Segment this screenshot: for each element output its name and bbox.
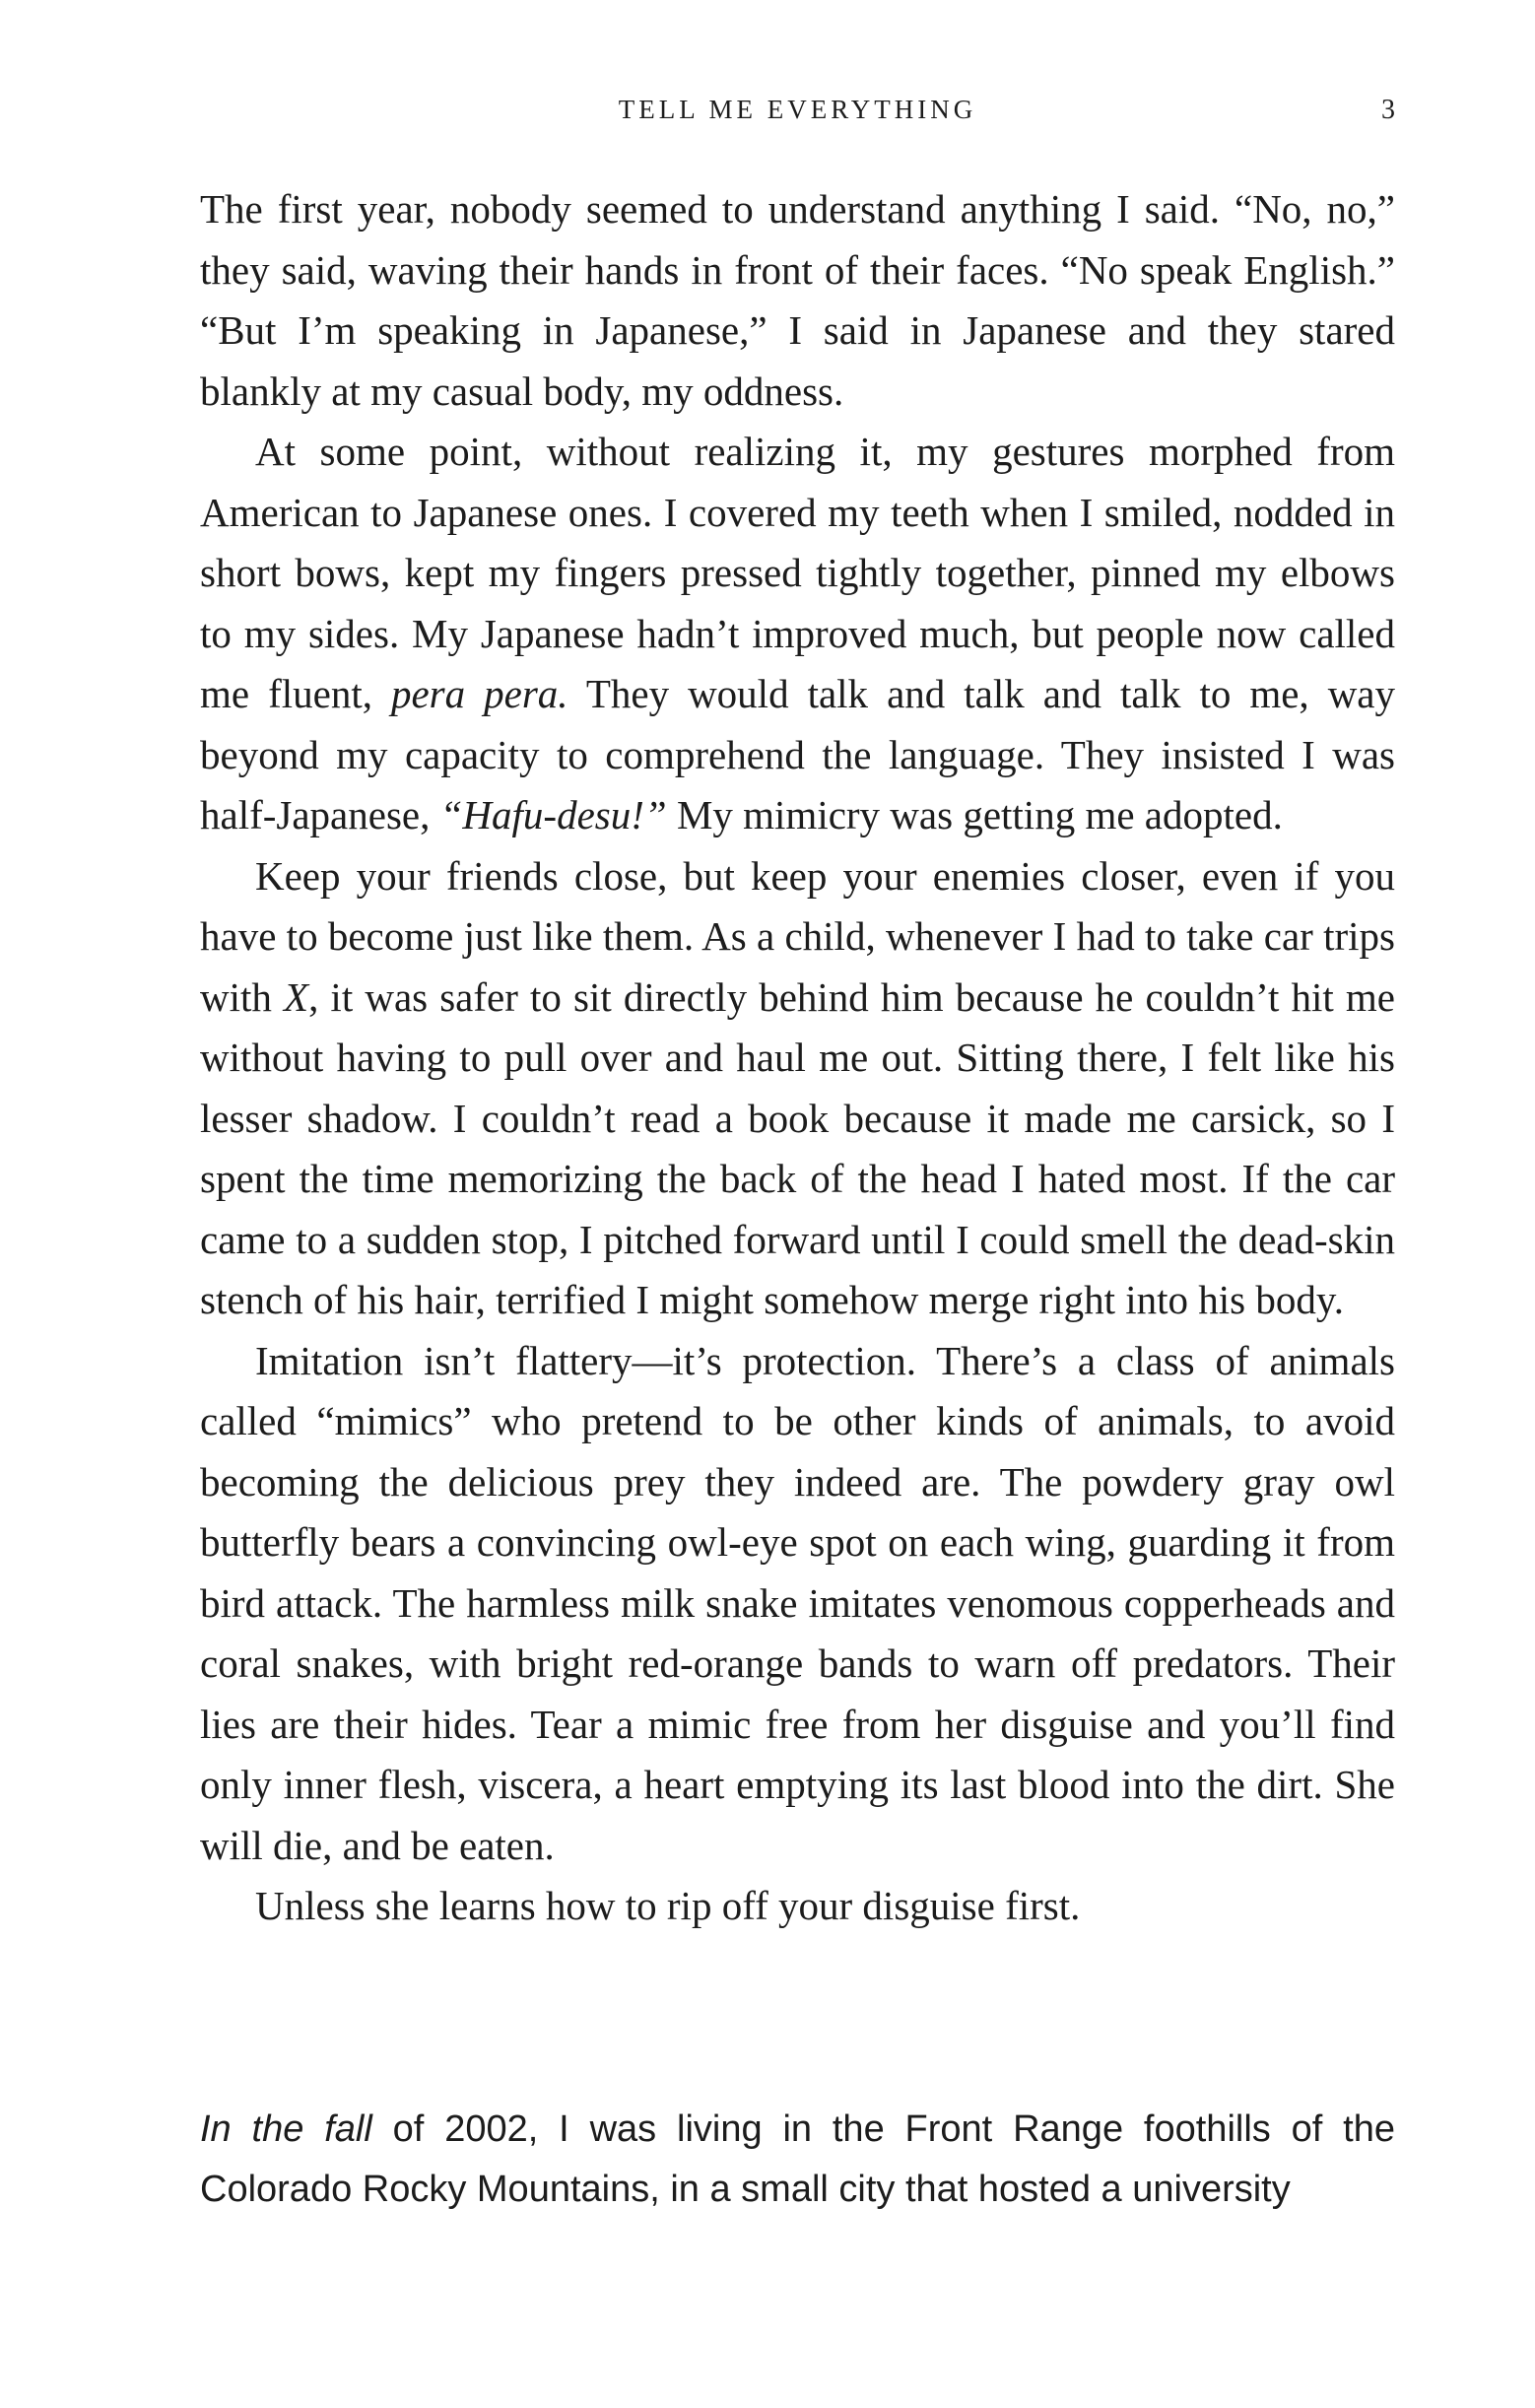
paragraph-3-text-a: Keep your friends close, but keep your enemies closer, even if you have to become just like them. As a child, whenever I had to take car trips with [200, 852, 1395, 1020]
running-head [200, 91, 1395, 130]
section-lead-in: In the fall [200, 2107, 372, 2150]
section-opening-text: of 2002, I was living in the Front Range foothills of the Colorado Rocky Mountains, in a small city that hosted a university [200, 2107, 1395, 2210]
page-number: 3 [1381, 95, 1395, 125]
body-text [200, 179, 1395, 2221]
section-break [200, 1937, 1395, 2100]
paragraph-2-text-a: At some point, without realizing it, my gestures morphed from American to Japanese ones. I covered my teeth when I smiled, nodded in short bows, kept my fingers pressed tightly together, pinned my elbows to my sides. My Japanese hadn’t improved much, but people now called me fluent, [200, 429, 1395, 716]
paragraph-5: Unless she learns how to rip off your disguise first. [255, 1883, 1081, 1928]
running-title: TELL ME EVERYTHING [618, 95, 977, 124]
paragraph-4: Imitation isn’t flattery—it’s protection. There’s a class of animals called “mimics” who pretend to be other kinds of animals, to avoid becoming the delicious prey they indeed are. The powdery gray owl butterfly bears a convincing owl-eye spot on each wing, guarding it from bird attack. The harmless milk snake imitates venomous copperheads and coral snakes, with bright red-orange bands to warn off predators. Their lies are their hides. Tear a mimic free from her disguise and you’ll find only inner flesh, viscera, a heart emptying its last blood into the dirt. She will die, and be eaten. [200, 1337, 1395, 1868]
paragraph-2-italic-pera: pera pera. [390, 671, 568, 716]
paragraph-2-text-c: My mimicry was getting me adopted. [666, 792, 1283, 837]
paragraph-3 [200, 846, 1395, 1331]
paragraph-3-text-b: , it was safer to sit directly behind him because he couldn’t hit me without having to pull over and haul me out. Sitting there, I felt like his lesser shadow. I couldn’t read a book because it made me carsick, so I spent the time memorizing the back of the head I hated most. If the car came to a sudden stop, I pitched forward until I could smell the dead-skin stench of his hair, terrified I might somehow merge right into his body. [200, 973, 1395, 1322]
paragraph-2-italic-hafu: “Hafu-desu!” [439, 792, 667, 837]
paragraph-1: The first year, nobody seemed to understand anything I said. “No, no,” they said, waving their hands in front of their faces. “No speak English.” “But I’m speaking in Japanese,” I said in Japanese and they stared blankly at my casual body, my oddness. [200, 186, 1395, 414]
section-opening-paragraph [200, 2100, 1395, 2221]
paragraph-2-text-b: They would talk and talk and talk to me, way beyond my capacity to comprehend the language. They insisted I was half-Japanese, [200, 671, 1395, 837]
paragraph-3-italic-x: X [284, 973, 309, 1020]
paragraph-2 [200, 422, 1395, 846]
